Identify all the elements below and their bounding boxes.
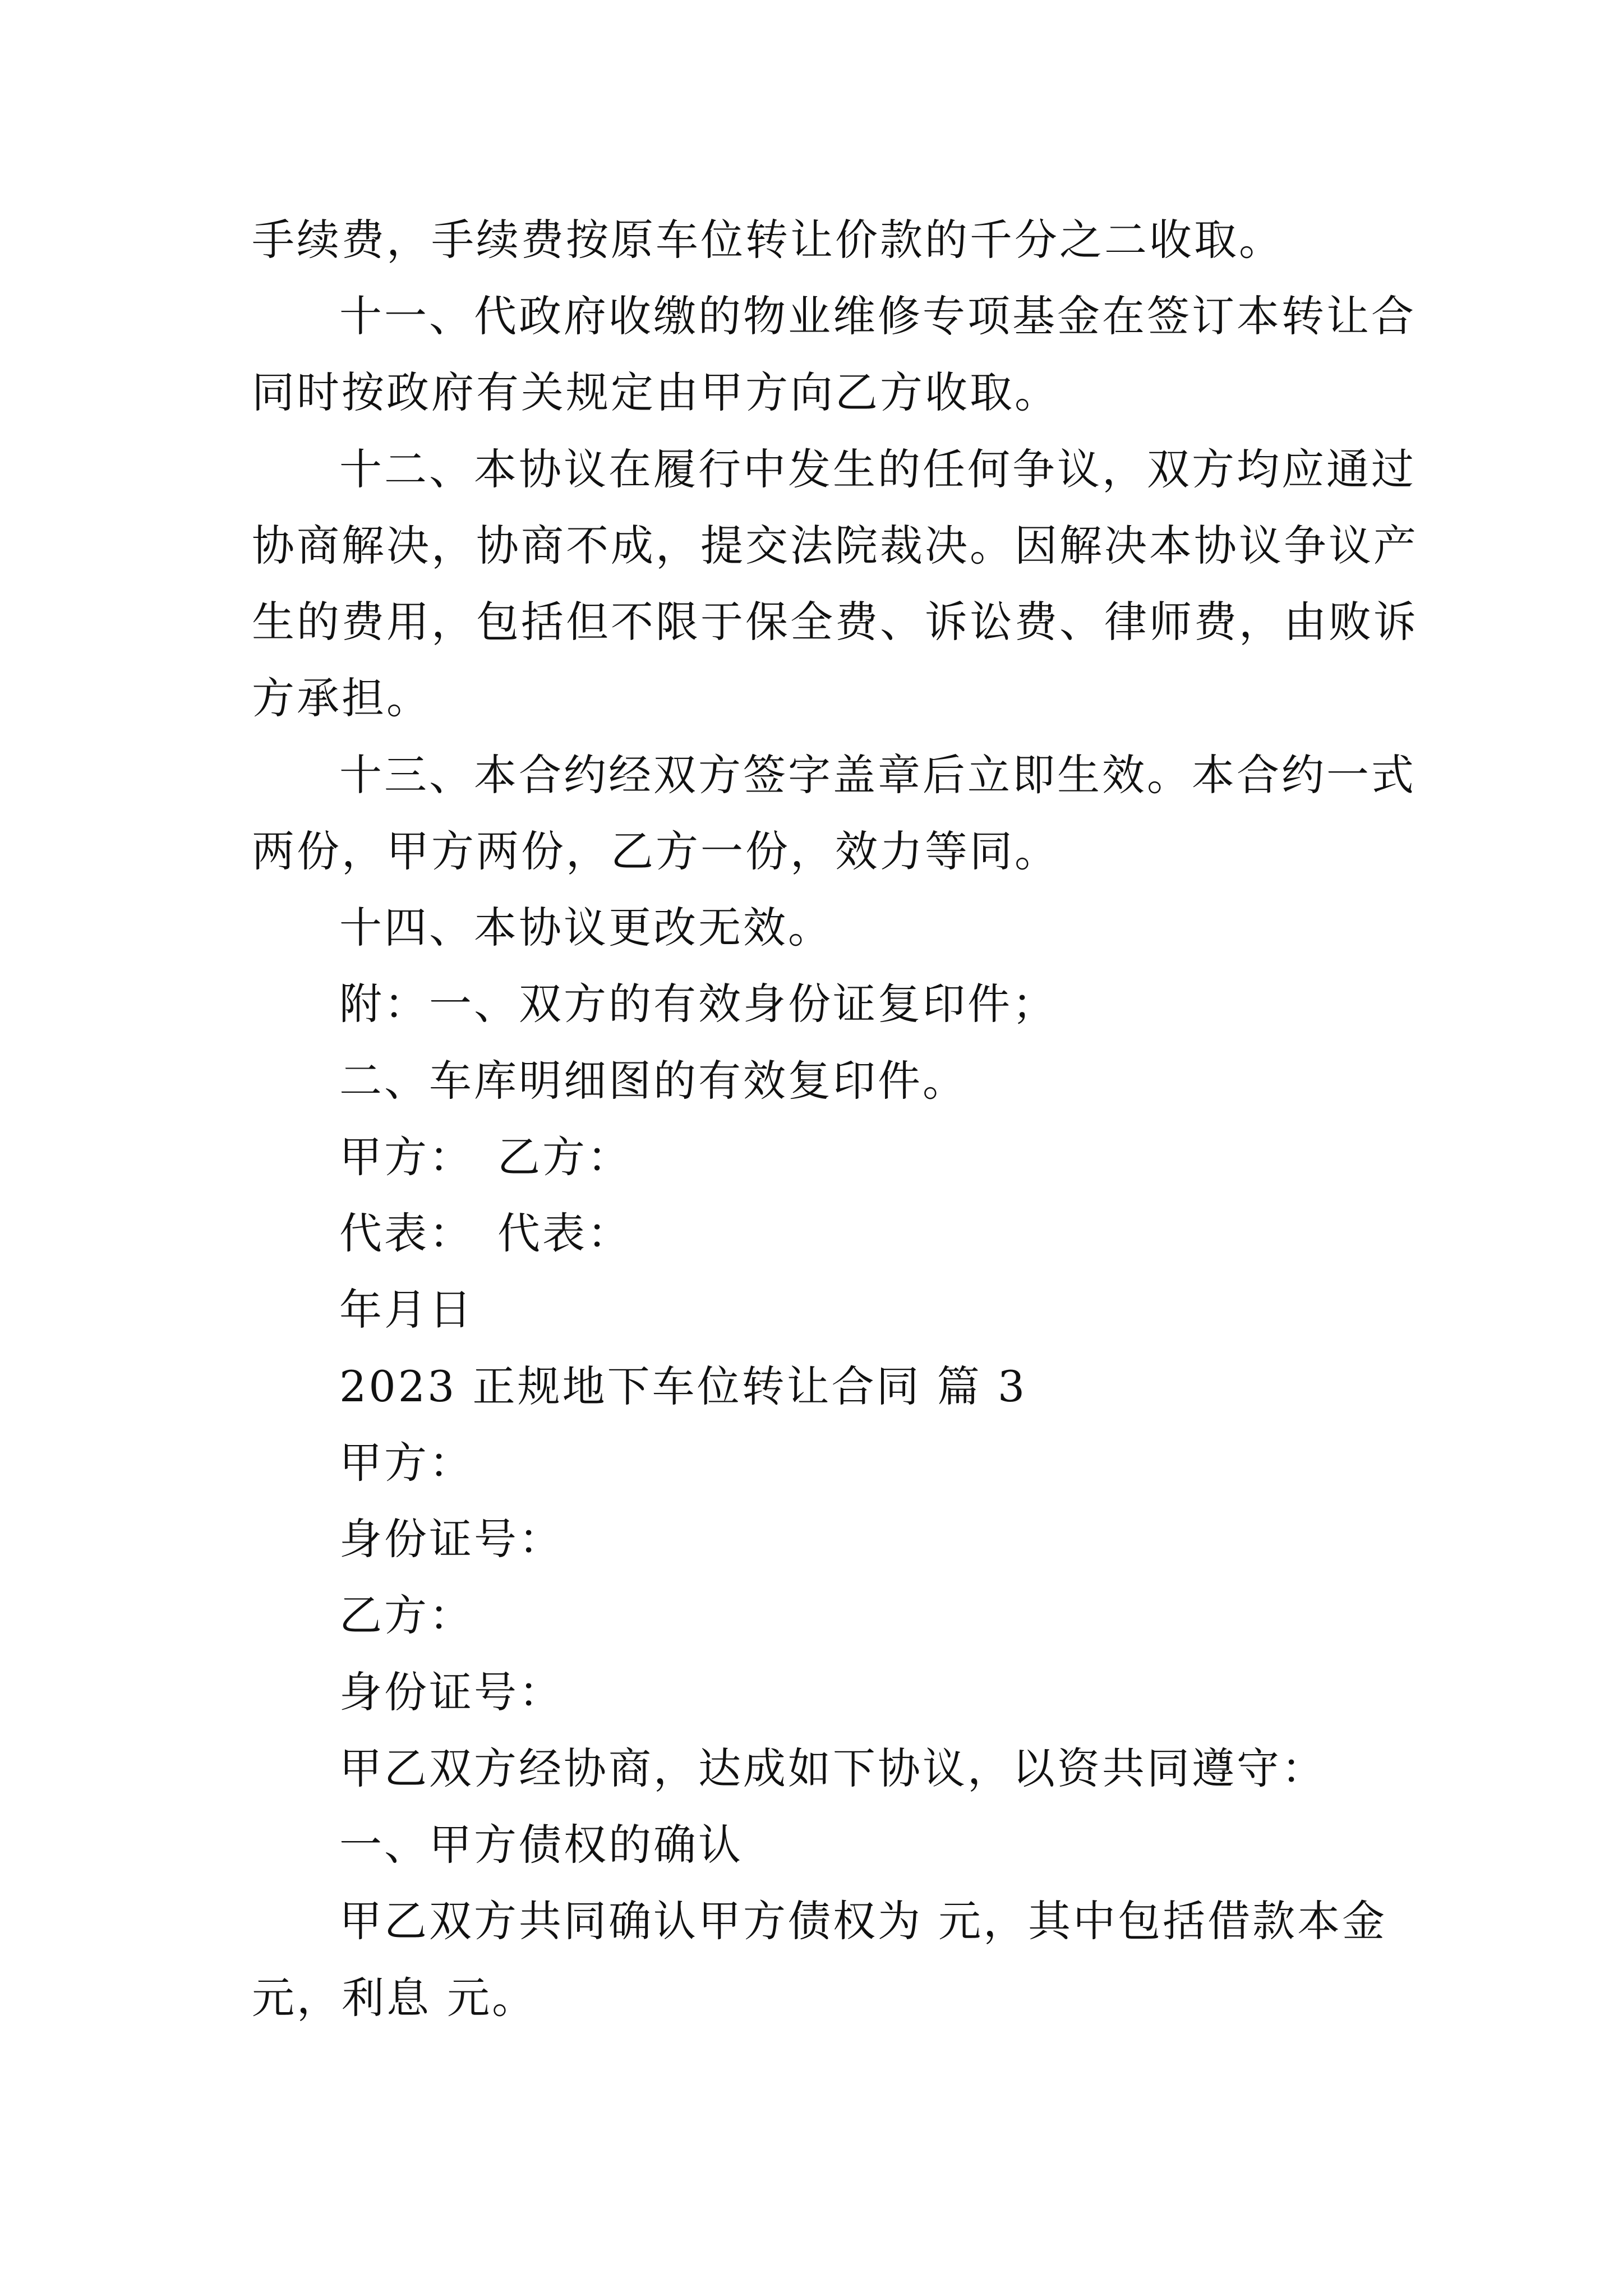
agreement-intro: 甲乙双方经协商，达成如下协议，以资共同遵守：	[339, 1743, 1326, 1793]
article-1-line-1: 甲乙双方共同确认甲方债权为 元，其中包括借款本金	[339, 1896, 1387, 1946]
article-1-heading: 一、甲方债权的确认	[339, 1820, 743, 1870]
clause-12-line-2: 协商解决，协商不成，提交法院裁决。因解决本协议争议产	[252, 521, 1418, 570]
clause-12-line-4: 方承担。	[252, 673, 431, 723]
clause-12-line-3: 生的费用，包括但不限于保全费、诉讼费、律师费，由败诉	[252, 597, 1418, 647]
attachment-1: 附：一、双方的有效身份证复印件；	[339, 979, 1057, 1029]
signature-representatives: 代表： 代表：	[339, 1208, 632, 1258]
party-b-label: 乙方：	[339, 1590, 474, 1640]
party-a-id-label: 身份证号：	[339, 1514, 564, 1564]
paragraph-line-fee-continuation: 手续费，手续费按原车位转让价款的千分之二收取。	[252, 215, 1284, 265]
attachment-2: 二、车库明细图的有效复印件。	[339, 1056, 967, 1106]
clause-14: 十四、本协议更改无效。	[339, 903, 833, 953]
article-1-line-2: 元，利息 元。	[252, 1973, 537, 2023]
clause-13-line-1: 十三、本合约经双方签字盖章后立即生效。本合约一式	[339, 750, 1416, 800]
clause-11-line-2: 同时按政府有关规定由甲方向乙方收取。	[252, 367, 1059, 417]
section-heading: 2023 正规地下车位转让合同 篇 3	[339, 1361, 1027, 1411]
party-a-label: 甲方：	[339, 1438, 474, 1488]
clause-12-line-1: 十二、本协议在履行中发生的任何争议，双方均应通过	[339, 444, 1416, 494]
signature-parties: 甲方： 乙方：	[339, 1132, 632, 1182]
clause-13-line-2: 两份，甲方两份，乙方一份，效力等同。	[252, 826, 1059, 876]
signature-date: 年月日	[339, 1285, 474, 1335]
clause-11-line-1: 十一、代政府收缴的物业维修专项基金在签订本转让合	[339, 291, 1416, 341]
party-b-id-label: 身份证号：	[339, 1667, 564, 1717]
